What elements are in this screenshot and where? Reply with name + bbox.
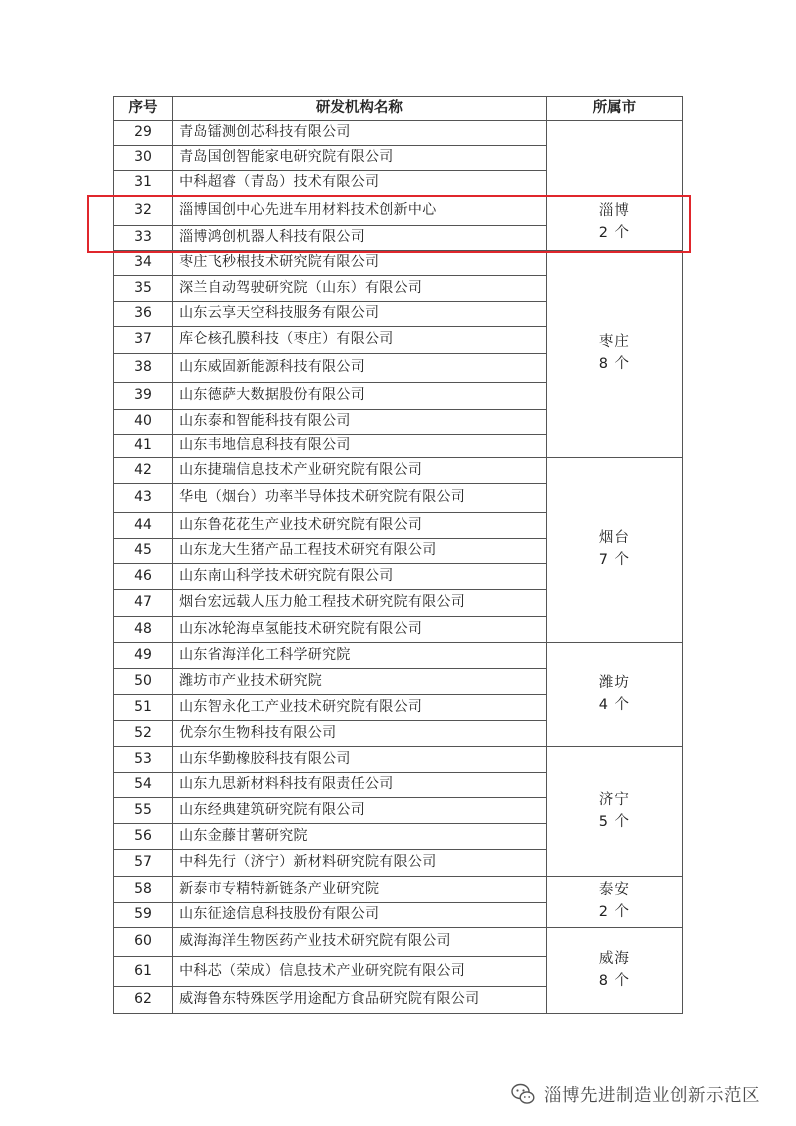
table-row [114,458,683,484]
institution-name: 山东冰轮海卓氢能技术研究院有限公司 [173,617,547,643]
row-index: 42 [114,458,173,484]
city-cell [546,196,682,251]
institution-name: 山东威固新能源科技有限公司 [173,354,547,383]
city-cell [546,251,682,458]
row-index: 51 [114,695,173,721]
institution-name: 优奈尔生物科技有限公司 [173,721,547,747]
row-index: 50 [114,669,173,695]
institution-name: 山东龙大生猪产品工程技术研究有限公司 [173,539,547,564]
institution-name: 青岛国创智能家电研究院有限公司 [173,146,547,171]
header-institution-name: 研发机构名称 [173,97,547,121]
city-cell [546,928,682,1014]
city-name: 威海 [598,950,630,967]
city-cell [546,121,682,196]
row-index: 35 [114,276,173,302]
institution-name: 中科先行（济宁）新材料研究院有限公司 [173,850,547,877]
city-name: 济宁 [598,791,630,808]
table-row [114,121,683,146]
institution-name: 新泰市专精特新链条产业研究院 [173,877,547,903]
institution-name: 山东南山科学技术研究院有限公司 [173,564,547,590]
city-cell [546,643,682,747]
row-index: 38 [114,354,173,383]
table-row [114,928,683,957]
account-name: 淄博先进制造业创新示范区 [544,1085,760,1106]
row-index: 59 [114,903,173,928]
row-index: 53 [114,747,173,773]
city-count: 7 个 [598,552,631,568]
table-row [114,251,683,276]
city-name: 枣庄 [598,334,630,351]
row-index: 31 [114,171,173,196]
institution-name: 青岛镭测创芯科技有限公司 [173,121,547,146]
table-row [114,196,683,226]
institution-name: 淄博国创中心先进车用材料技术创新中心 [173,196,547,226]
city-count: 2 个 [598,225,631,241]
row-index: 41 [114,435,173,458]
institution-name: 中科芯（荣成）信息技术产业研究院有限公司 [173,957,547,987]
city-name: 泰安 [598,882,630,899]
row-index: 44 [114,513,173,539]
institution-name: 华电（烟台）功率半导体技术研究院有限公司 [173,484,547,513]
city-count: 8 个 [598,972,631,989]
city-count: 5 个 [598,813,631,830]
city-cell [546,877,682,928]
row-index: 55 [114,798,173,824]
row-index: 56 [114,824,173,850]
institution-table [113,96,683,1014]
institution-name: 山东金藤甘薯研究院 [173,824,547,850]
row-index: 43 [114,484,173,513]
table-row [114,747,683,773]
row-index: 54 [114,773,173,798]
row-index: 36 [114,302,173,327]
city-name: 潍坊 [598,674,630,691]
institution-name: 山东云享天空科技服务有限公司 [173,302,547,327]
wechat-icon [510,1081,536,1107]
row-index: 46 [114,564,173,590]
institution-name: 淄博鸿创机器人科技有限公司 [173,226,547,251]
institution-name: 山东捷瑞信息技术产业研究院有限公司 [173,458,547,484]
table-body [114,121,683,1014]
row-index: 62 [114,987,173,1014]
account-watermark [510,1080,760,1108]
institution-name: 潍坊市产业技术研究院 [173,669,547,695]
row-index: 49 [114,643,173,669]
institution-name: 威海海洋生物医药产业技术研究院有限公司 [173,928,547,957]
row-index: 29 [114,121,173,146]
table-row [114,877,683,903]
table-row [114,643,683,669]
institution-name: 山东省海洋化工科学研究院 [173,643,547,669]
city-name: 淄博 [598,203,630,220]
institution-name: 枣庄飞秒根技术研究院有限公司 [173,251,547,276]
institution-name: 山东经典建筑研究院有限公司 [173,798,547,824]
institution-name: 山东德萨大数据股份有限公司 [173,383,547,410]
row-index: 48 [114,617,173,643]
row-index: 30 [114,146,173,171]
row-index: 32 [114,196,173,226]
institution-name: 烟台宏远载人压力舱工程技术研究院有限公司 [173,590,547,617]
city-cell [546,458,682,643]
city-cell [546,747,682,877]
institution-name: 深兰自动驾驶研究院（山东）有限公司 [173,276,547,302]
city-name: 烟台 [598,530,630,547]
city-count: 2 个 [598,904,631,920]
row-index: 57 [114,850,173,877]
institution-name: 山东泰和智能科技有限公司 [173,410,547,435]
row-index: 61 [114,957,173,987]
header-index: 序号 [114,97,173,121]
institution-name: 山东华勤橡胶科技有限公司 [173,747,547,773]
row-index: 37 [114,327,173,354]
table-header-row [114,97,683,121]
city-count: 8 个 [598,356,631,372]
row-index: 40 [114,410,173,435]
institution-name: 山东征途信息科技股份有限公司 [173,903,547,928]
row-index: 34 [114,251,173,276]
row-index: 52 [114,721,173,747]
row-index: 39 [114,383,173,410]
institution-name: 库仑核孔膜科技（枣庄）有限公司 [173,327,547,354]
institution-name: 山东鲁花花生产业技术研究院有限公司 [173,513,547,539]
institution-name: 山东韦地信息科技有限公司 [173,435,547,458]
row-index: 33 [114,226,173,251]
institution-name: 中科超睿（青岛）技术有限公司 [173,171,547,196]
row-index: 47 [114,590,173,617]
row-index: 58 [114,877,173,903]
institution-name: 威海鲁东特殊医学用途配方食品研究院有限公司 [173,987,547,1014]
header-city: 所属市 [546,97,682,121]
row-index: 60 [114,928,173,957]
institution-name: 山东九思新材料科技有限责任公司 [173,773,547,798]
city-count: 4 个 [598,696,631,713]
institution-name: 山东智永化工产业技术研究院有限公司 [173,695,547,721]
row-index: 45 [114,539,173,564]
